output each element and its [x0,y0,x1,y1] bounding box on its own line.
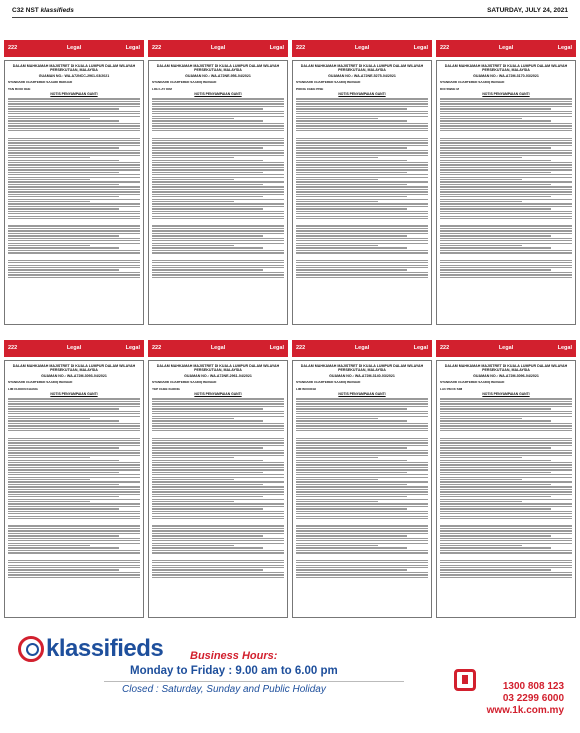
defendant-name: LOH LAY KIM [152,86,172,91]
band-cell: 222 Legal Legal [436,340,576,357]
band-cell: 222 Legal Legal [4,340,144,357]
court-title: DALAM MAHKAMAH MAJISTRET DI KUALA LUMPUR DALAM WILAYAH PERSEKUTUAN, MALAYSIA [156,364,280,373]
plaintiff-name: STANDARD CHARTERED SAADIQ BERHAD [440,79,505,84]
legal-notice [292,360,432,618]
body-text [440,98,572,131]
body-text [152,525,284,553]
court-title: DALAM MAHKAMAH MAJISTRET DI KUALA LUMPUR DALAM WILAYAH PERSEKUTUAN, MALAYSIA [12,364,136,373]
legal-notice [4,60,144,325]
body-text [8,225,140,253]
body-text [296,225,428,253]
body-text [152,438,284,520]
case-number: GUAMAN NO.: WA-A72NE-5275-04/2021 [328,73,396,78]
body-text [440,438,572,520]
body-text [8,438,140,520]
plaintiff-name: STANDARD CHARTERED SAAHDI BERHAD [8,79,73,84]
legal-notice [4,360,144,618]
logo-wordmark: klassifieds [46,635,164,662]
body-text [8,525,140,553]
legal-notice [148,60,288,325]
court-title: DALAM MAHKAMAH MAJISTRET DI KUALA LUMPUR DALAM WILAYAH PERSEKUTUAN, MALAYSIA [12,64,136,73]
notice-subtitle: NOTIS PENYAMPAIAN GANTI [50,392,98,397]
case-number: GUAMAN NO.: WA-A72M-3096-04/2021 [473,373,539,378]
body-text [440,398,572,431]
notice-subtitle: NOTIS PENYAMPAIAN GANTI [194,92,242,97]
defendant-name: DOI SWEE M [440,86,459,91]
notice-subtitle: NOTIS PENYAMPAIAN GANTI [50,92,98,97]
notice-subtitle: NOTIS PENYAMPAIAN GANTI [482,92,530,97]
klassifieds-logo [18,635,163,663]
plaintiff-name: STANDARD CHARTERED SAADIQ BERHAD [296,79,361,84]
plaintiff-name: STANDARD CHARTERED SAADIQ BERHAD [152,79,217,84]
body-text [440,260,572,278]
body-text [296,138,428,220]
body-text [440,525,572,553]
body-text [296,260,428,278]
body-text [440,560,572,578]
body-text [8,138,140,220]
parties [440,80,572,91]
parties [152,80,284,91]
band-cell: 222 Legal Legal [148,340,288,357]
body-text [152,398,284,431]
defendant-name: YEP CHEE KHONG [152,386,180,391]
legal-notice [436,60,576,325]
body-text [8,398,140,431]
body-text [8,260,140,278]
plaintiff-name: STANDARD CHARTERED SAADIQ BERHAD [152,379,217,384]
defendant-name: TAN BOOI OHE [8,86,31,91]
defendant-name: PIONG CHEE PISE [296,86,324,91]
case-number: GUAMAN NO.: WA-A72NE-2961-04/2021 [184,373,252,378]
parties [152,380,284,391]
issue-date: SATURDAY, JULY 24, 2021 [487,7,568,14]
business-hours-title: Business Hours: [190,650,278,662]
phone-number-2[interactable]: 03 2299 6000 [502,693,564,704]
body-text [296,98,428,131]
court-title: DALAM MAHKAMAH MAJISTRET DI KUALA LUMPUR DALAM WILAYAH PERSEKUTUAN, MALAYSIA [444,364,568,373]
notice-subtitle: NOTIS PENYAMPAIAN GANTI [338,392,386,397]
page-header [12,4,568,18]
legal-notice [436,360,576,618]
case-number: GUAMAN NO.: WA-A72NE-956-04/2021 [185,73,251,78]
legal-band-middle [4,340,576,357]
notice-subtitle: NOTIS PENYAMPAIAN GANTI [338,92,386,97]
case-number: GUAMAN NO.: WA-A72M-3170-03/2021 [473,73,539,78]
defendant-name: LIM CHOON KHANG [8,386,38,391]
closed-days-text: Closed : Saturday, Sunday and Public Holiday [122,684,326,695]
body-text [152,138,284,220]
notice-row-1 [4,60,576,325]
body-text [8,560,140,578]
court-title: DALAM MAHKAMAH MAJISTRET DI KUALA LUMPUR DALAM WILAYAH PERSEKUTUAN, MALAYSIA [300,64,424,73]
case-number: GUAMAN NO.: WA-A72M-3093-04/2021 [41,373,107,378]
body-text [152,225,284,253]
notice-subtitle: NOTIS PENYAMPAIAN GANTI [482,392,530,397]
plaintiff-name: STANDARD CHARTERED SAADIQ BERHAD [296,379,361,384]
section-name: klassifieds [40,7,74,14]
body-text [296,525,428,553]
band-cell: 222 Legal Legal [292,340,432,357]
band-cell: 222 Legal Legal [4,40,144,57]
parties [8,80,140,91]
court-title: DALAM MAHKAMAH MAJISTRET DI KUALA LUMPUR DALAM WILAYAH PERSEKUTUAN, MALAYSIA [300,364,424,373]
plaintiff-name: STANDARD CHARTERED SAADIQ BERHAD [8,379,73,384]
band-cell: 222 Legal Legal [292,40,432,57]
legal-band-top [4,40,576,57]
divider [104,681,404,682]
court-title: DALAM MAHKAMAH MAJISTRET DI KUALA LUMPUR DALAM WILAYAH PERSEKUTUAN, MALAYSIA [156,64,280,73]
legal-notice [148,360,288,618]
body-text [152,560,284,578]
page-number: C32 [12,7,24,14]
plaintiff-name: STANDARD CHARTERED SAADIQ BERHAD [440,379,505,384]
body-text [152,260,284,278]
body-text [296,560,428,578]
body-text [296,398,428,431]
body-text [296,438,428,520]
defendant-name: LIM WOOICHI [296,386,317,391]
business-hours-text: Monday to Friday : 9.00 am to 6.00 pm [130,665,338,677]
footer-banner [0,623,580,733]
parties [8,380,140,391]
parties [440,380,572,391]
parties [296,380,428,391]
court-title: DALAM MAHKAMAH MAJISTRET DI KUALA LUMPUR DALAM WILAYAH PERSEKUTUAN, MALAYSIA [444,64,568,73]
case-number: GUAMAN NO.: WA-A72M-3140-03/2021 [329,373,395,378]
case-number: GUAMAN NO.: WA-A72NCC-2961-03/2021 [38,73,110,78]
body-text [440,138,572,220]
body-text [8,98,140,131]
body-text [440,225,572,253]
paper-brand: NST [25,7,39,14]
phone-number-1[interactable]: 1300 808 123 [502,681,564,692]
logo-icon [18,636,44,662]
notice-row-2 [4,360,576,618]
header-left [12,7,74,14]
band-cell: 222 Legal Legal [436,40,576,57]
legal-notice [292,60,432,325]
notice-subtitle: NOTIS PENYAMPAIAN GANTI [194,392,242,397]
body-text [152,98,284,131]
band-cell: 222 Legal Legal [148,40,288,57]
website-link[interactable]: www.1k.com.my [486,705,564,716]
phone-icon [454,669,476,691]
defendant-name: LAU PECK SIM [440,386,463,391]
contact-block [487,681,564,717]
parties [296,80,428,91]
